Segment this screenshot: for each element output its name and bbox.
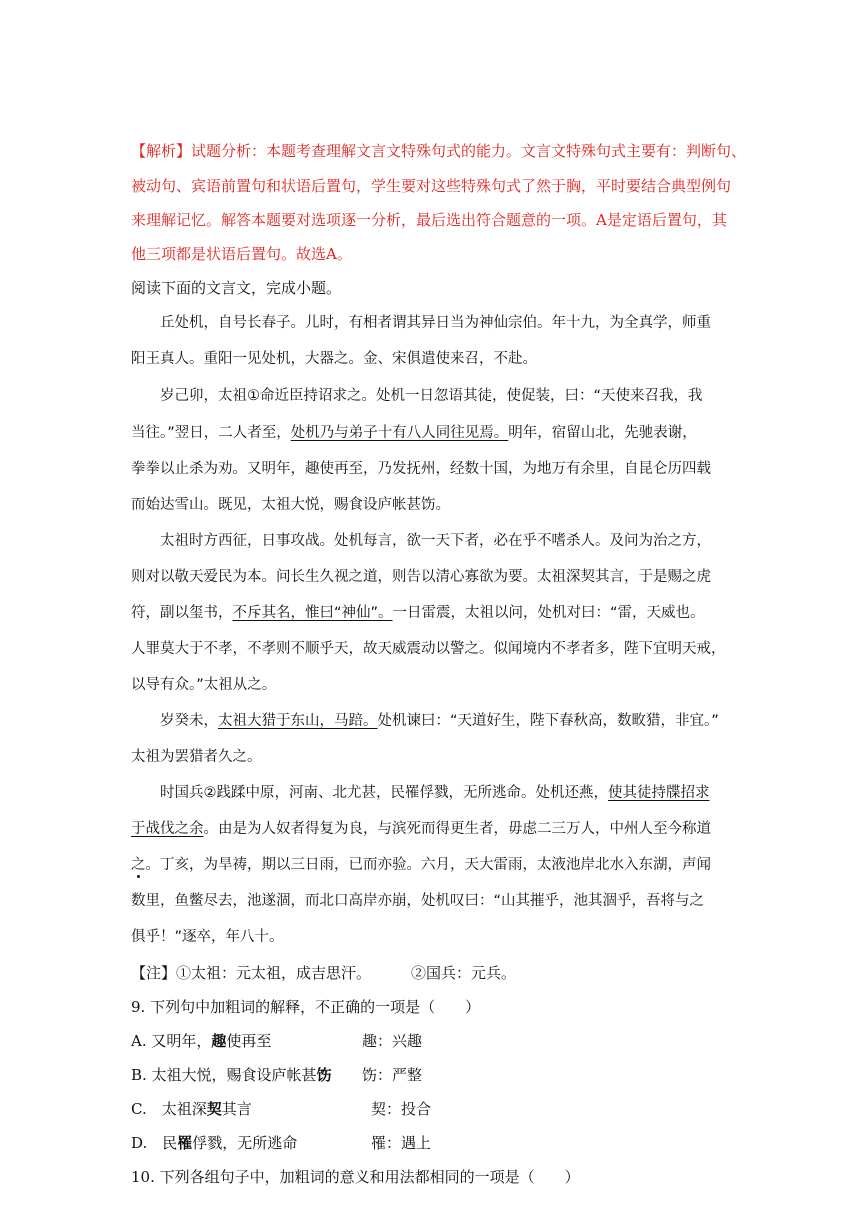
underlined-sentence-3: 太祖大猎于东山，马踣。: [218, 713, 378, 729]
q9-option-d-gloss: 罹：遇上: [371, 1134, 432, 1152]
question-9-stem: 9. 下列句中加粗词的解释，不正确的一项是（ ）: [131, 998, 481, 1016]
passage-p4-line-1: 岁癸未，太祖大猎于东山，马踣。处机谏曰：“天道好生，陛下春秋高，数畋猎，非宜。”: [160, 713, 719, 729]
underlined-sentence-2: 不斥其名，惟曰“神仙”。: [232, 605, 393, 621]
note-1: ①太祖：元太祖，成吉思汗。: [176, 964, 372, 982]
q9-option-a-gloss: 趣：兴趣: [362, 1032, 423, 1050]
passage-p3-line-5: 以导有众。”太祖从之。: [131, 677, 277, 693]
underlined-sentence-4a: 使其徒持牒招求: [608, 785, 710, 801]
note-tag: 【注】: [131, 964, 177, 982]
passage-p5-line-2: 于战伐之余。由是为人奴者得复为良，与滨死而得更生者，毋虑二三万人，中州人至今称道: [131, 821, 711, 837]
passage-p3-line-4: 人罪莫大于不孝，不孝则不顺乎天，故天威震动以警之。似闻境内不孝者多，陛下宜明天戒，: [131, 641, 726, 657]
passage-p5-line-4: 数里，鱼鳖尽去，池遂涸，而北口高岸亦崩，处机叹曰：“山其摧乎，池其涸乎，吾将与之: [131, 893, 705, 909]
question-10-stem: 10. 下列各组句子中，加粗词的意义和用法都相同的一项是（ ）: [131, 1168, 580, 1186]
emphasis-dot-char: 之: [131, 857, 146, 873]
passage-p5-line-1: 时国兵②践蹂中原，河南、北尤甚，民罹俘戮，无所逃命。处机还燕，使其徒持牒招求: [160, 785, 710, 801]
passage-p3-line-3: 符，副以玺书，不斥其名，惟曰“神仙”。一日雷震，太祖以问，处机对曰：“雷，天威也。: [131, 605, 705, 621]
underlined-sentence-1: 处机乃与弟子十有八人同往见焉。: [290, 425, 509, 441]
analysis-tag: 【解析】: [131, 142, 192, 160]
q9-option-b: B. 太祖大悦，赐食设庐帐甚饬: [131, 1066, 332, 1084]
underlined-sentence-4b: 于战伐之余: [131, 821, 204, 837]
q9-option-c: C. 太祖深契其言: [131, 1100, 252, 1118]
analysis-line-1: 【解析】试题分析：本题考查理解文言文特殊句式的能力。文言文特殊句式主要有：判断句、: [131, 142, 747, 160]
passage-p1-line-2: 阳王真人。重阳一见处机，大器之。金、宋俱遣使来召，不赴。: [131, 351, 537, 367]
passage-p3-line-2: 则对以敬天爱民为本。问长生久视之道，则告以清心寡欲为要。太祖深契其言，于是赐之虎: [131, 569, 711, 585]
passage-p2-line-3: 拳拳以止杀为劝。又明年，趣使再至，乃发抚州，经数十国，为地万有余里，自昆仑历四载: [131, 461, 711, 477]
bold-word: 饬: [316, 1066, 332, 1084]
bold-word: 契: [206, 1100, 222, 1118]
q9-option-c-gloss: 契：投合: [371, 1100, 432, 1118]
passage-p5-line-3: 之。丁亥，为旱祷，期以三日雨，已而亦验。六月，天大雷雨，太液池岸北水入东湖，声闻: [131, 857, 711, 873]
q9-option-b-gloss: 饬：严整: [362, 1066, 423, 1084]
passage-p3-line-1: 太祖时方西征，日事攻战。处机每言，欲一天下者，必在乎不嗜杀人。及问为治之方，: [160, 533, 711, 549]
passage-p2-line-1: 岁己卯，太祖①命近臣持诏求之。处机一日忽语其徒，使促装，曰：“天使来召我，我: [160, 388, 703, 404]
passage-p5-line-5: 俱乎！”逐卒，年八十。: [131, 929, 284, 945]
note-line: [131, 963, 516, 983]
passage-p1-line-1: 丘处机，自号长春子。儿时，有相者谓其异日当为神仙宗伯。年十九，为全真学，师重: [160, 315, 711, 331]
passage-p2-line-2: 当往。”翌日，二人者至，处机乃与弟子十有八人同往见焉。明年，宿留山北，先驰表谢，: [131, 425, 697, 441]
bold-word: 趣: [211, 1032, 227, 1050]
note-2: ②国兵：元兵。: [411, 964, 517, 982]
passage-p2-line-4: 而始达雪山。既见，太祖大悦，赐食设庐帐甚饬。: [131, 497, 450, 513]
bold-word: 罹: [177, 1134, 193, 1152]
q9-option-a: A. 又明年，趣使再至: [131, 1032, 272, 1050]
analysis-line-2: 被动句、宾语前置句和状语后置句，学生要对这些特殊句式了然于胸，平时要结合典型例句: [131, 177, 732, 195]
analysis-line-3: 来理解记忆。解答本题要对选项逐一分析，最后选出符合题意的一项。A是定语后置句，其: [131, 211, 727, 229]
q9-option-d: D. 民罹俘戮，无所逃命: [131, 1134, 298, 1152]
analysis-line-4: 他三项都是状语后置句。故选A。: [131, 245, 352, 263]
passage-p4-line-2: 太祖为罢猎者久之。: [131, 749, 262, 765]
reading-instruction: 阅读下面的文言文，完成小题。: [131, 279, 342, 297]
